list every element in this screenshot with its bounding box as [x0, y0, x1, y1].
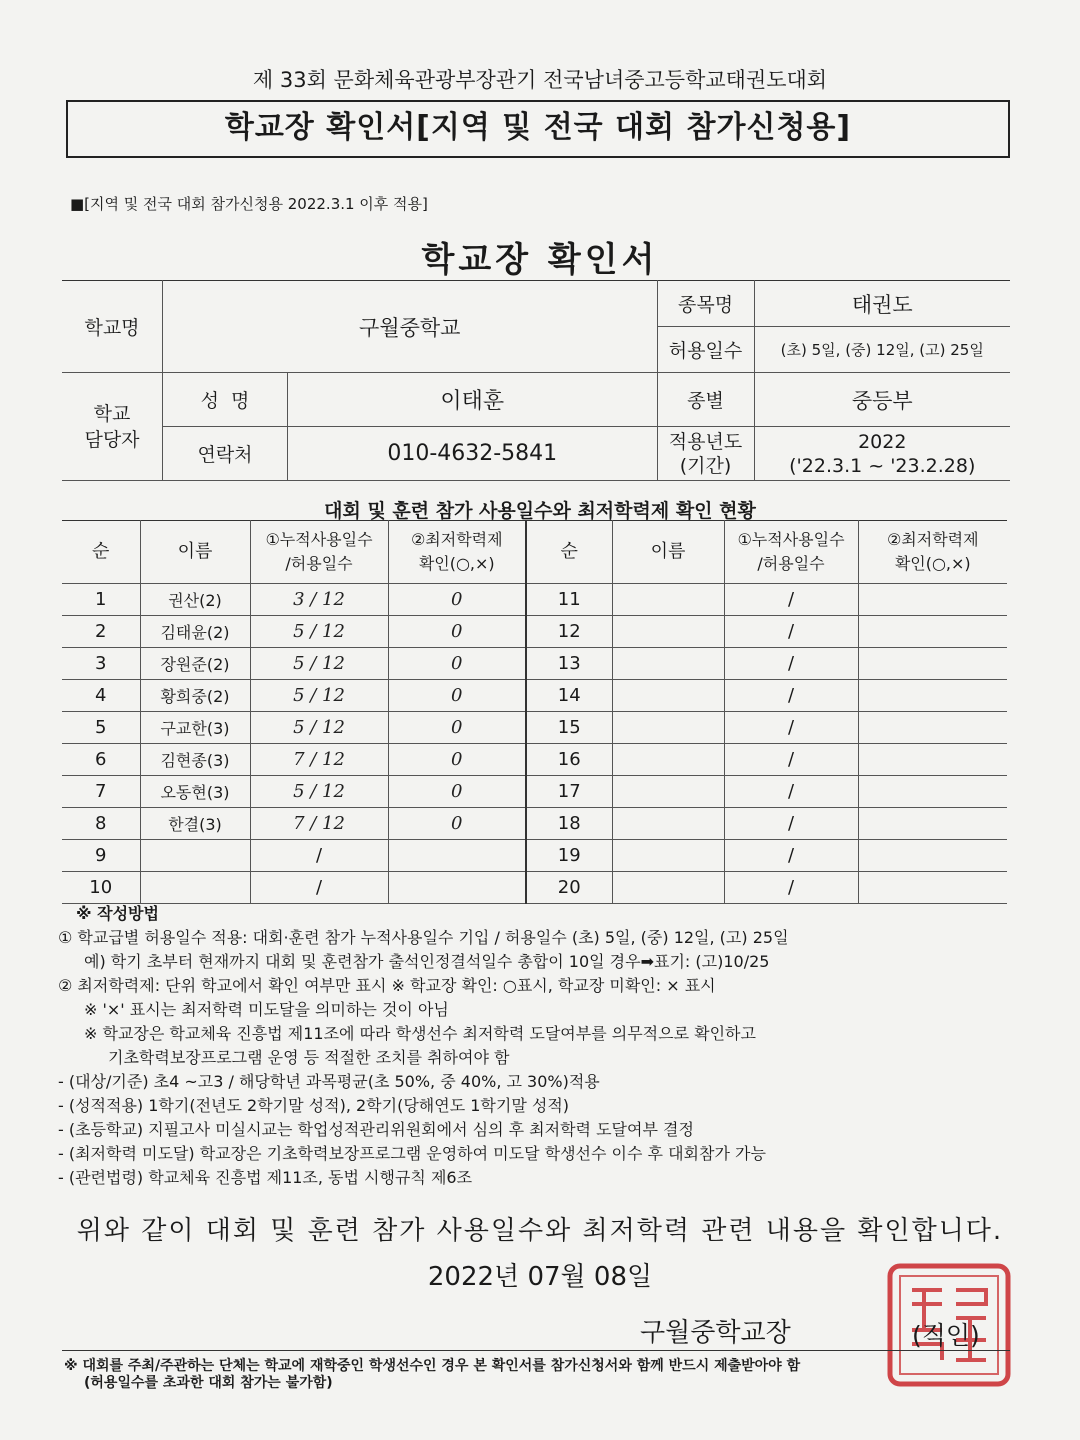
student-name — [140, 872, 250, 904]
row-number: 14 — [526, 680, 612, 712]
row-number: 5 — [62, 712, 140, 744]
division-label: 종별 — [657, 373, 754, 427]
row-number: 6 — [62, 744, 140, 776]
min-academic-check — [858, 808, 1007, 840]
min-academic-check: 0 — [388, 744, 526, 776]
header-no-2: 순 — [526, 521, 612, 584]
days-used: 3 / 12 — [250, 584, 388, 616]
confirmation-statement: 위와 같이 대회 및 훈련 참가 사용일수와 최저학력 관련 내용을 확인합니다. — [76, 1216, 1004, 1246]
row-number: 10 — [62, 872, 140, 904]
student-name — [612, 680, 724, 712]
row-number: 11 — [526, 584, 612, 616]
section-title: 대회 및 훈련 참가 사용일수와 최저학력제 확인 현황 — [324, 500, 756, 522]
min-academic-check — [858, 584, 1007, 616]
guide-heading: ※ 작성방법 — [76, 904, 159, 923]
days-used: 7 / 12 — [250, 808, 388, 840]
days-used: 7 / 12 — [250, 744, 388, 776]
row-number: 7 — [62, 776, 140, 808]
student-name: 오동현(3) — [140, 776, 250, 808]
min-academic-check: 0 — [388, 616, 526, 648]
table-row — [62, 584, 1007, 616]
min-academic-check: 0 — [388, 776, 526, 808]
footer-divider — [62, 1350, 1010, 1351]
row-number: 4 — [62, 680, 140, 712]
min-academic-check — [858, 840, 1007, 872]
guide-line-5: ※ 학교장은 학교체육 진흥법 제11조에 따라 학생선수 최저학력 도달여부를 의무적으로 확인하고 — [84, 1024, 756, 1043]
contact-label: 연락처 — [163, 427, 288, 481]
days-used: 5 / 12 — [250, 648, 388, 680]
event-title: 제 33회 문화체육관광부장관기 전국남녀중고등학교태권도대회 — [252, 68, 828, 92]
days-used: / — [250, 840, 388, 872]
allowed-days-value: (초) 5일, (중) 12일, (고) 25일 — [754, 327, 1010, 373]
footer-note-2: (허용일수를 초과한 대회 참가는 불가함) — [84, 1375, 333, 1391]
table-row — [62, 616, 1007, 648]
guide-line-3: ② 최저학력제: 단위 학교에서 확인 여부만 표시 ※ 학교장 확인: ○표시, 학교장 미확인: × 표시 — [58, 976, 716, 995]
row-number: 17 — [526, 776, 612, 808]
table-row — [62, 712, 1007, 744]
year-label: 적용년도 (기간) — [657, 427, 754, 481]
year-value: 2022 ('22.3.1 ~ '23.2.28) — [754, 427, 1010, 481]
days-used: / — [724, 744, 858, 776]
student-name: 권산(2) — [140, 584, 250, 616]
row-number: 20 — [526, 872, 612, 904]
table-row — [62, 648, 1007, 680]
min-academic-check — [858, 744, 1007, 776]
days-used: / — [724, 872, 858, 904]
student-name — [612, 840, 724, 872]
days-used: / — [724, 584, 858, 616]
table-row — [62, 776, 1007, 808]
header-name-2: 이름 — [612, 521, 724, 584]
student-name: 구교한(3) — [140, 712, 250, 744]
name-label: 성 명 — [163, 373, 288, 427]
min-academic-check: 0 — [388, 648, 526, 680]
guide-line-7: - (대상/기준) 초4 ~고3 / 해당학년 과목평균(초 50%, 중 40%, 고 30%)적용 — [58, 1072, 600, 1091]
guide-line-1: ① 학교급별 허용일수 적용: 대회·훈련 참가 누적사용일수 기입 / 허용일수 (초) 5일, (중) 12일, (고) 25일 — [58, 928, 789, 947]
row-number: 12 — [526, 616, 612, 648]
student-name: 황희중(2) — [140, 680, 250, 712]
row-number: 1 — [62, 584, 140, 616]
guide-line-6: 기초학력보장프로그램 운영 등 적절한 조치를 취하여야 함 — [108, 1048, 510, 1067]
student-name — [140, 840, 250, 872]
student-name — [612, 584, 724, 616]
days-used: / — [724, 616, 858, 648]
student-name — [612, 808, 724, 840]
apply-note: ■[지역 및 전국 대회 참가신청용 2022.3.1 이후 적용] — [70, 195, 428, 213]
footer-note-1: ※ 대회를 주최/주관하는 단체는 학교에 재학중인 학생선수인 경우 본 확인서를 참가신청서와 함께 반드시 제출받아야 함 — [64, 1358, 801, 1374]
boxed-title — [66, 100, 1010, 158]
student-name: 한결(3) — [140, 808, 250, 840]
division-value: 중등부 — [754, 373, 1010, 427]
boxed-title-text: 학교장 확인서[지역 및 전국 대회 참가신청용] — [224, 110, 852, 145]
days-used: / — [724, 712, 858, 744]
school-value: 구월중학교 — [163, 281, 658, 373]
min-academic-check — [858, 872, 1007, 904]
row-number: 19 — [526, 840, 612, 872]
document-title: 학교장 확인서 — [421, 240, 659, 280]
header-min-academic-2: ②최저학력제 확인(○,×) — [858, 521, 1007, 584]
student-name: 김현종(3) — [140, 744, 250, 776]
days-used: / — [724, 680, 858, 712]
student-name — [612, 776, 724, 808]
header-no: 순 — [62, 521, 140, 584]
min-academic-check — [858, 648, 1007, 680]
student-name: 김태윤(2) — [140, 616, 250, 648]
name-value: 이태훈 — [288, 373, 658, 427]
guide-line-10: - (최저학력 미도달) 학교장은 기초학력보장프로그램 운영하여 미도달 학생선수 이수 후 대회참가 가능 — [58, 1144, 766, 1163]
student-name — [612, 616, 724, 648]
header-min-academic: ②최저학력제 확인(○,×) — [388, 521, 526, 584]
sport-value: 태권도 — [754, 281, 1010, 327]
min-academic-check: 0 — [388, 712, 526, 744]
row-number: 15 — [526, 712, 612, 744]
days-used: / — [724, 648, 858, 680]
allowed-days-label: 허용일수 — [657, 327, 754, 373]
row-number: 18 — [526, 808, 612, 840]
days-used: / — [724, 776, 858, 808]
header-days: ①누적사용일수 /허용일수 — [250, 521, 388, 584]
min-academic-check — [858, 712, 1007, 744]
min-academic-check: 0 — [388, 808, 526, 840]
min-academic-check — [858, 776, 1007, 808]
row-number: 13 — [526, 648, 612, 680]
student-name — [612, 744, 724, 776]
row-number: 16 — [526, 744, 612, 776]
guide-line-2: 예) 학기 초부터 현재까지 대회 및 훈련참가 출석인정결석일수 총합이 10일 경우➡표기: (고)10/25 — [84, 952, 770, 971]
seal-label: (직인) — [912, 1321, 980, 1350]
info-table — [62, 280, 1010, 481]
guide-line-8: - (성적적용) 1학기(전년도 2학기말 성적), 2학기(당해연도 1학기말 성적) — [58, 1096, 570, 1115]
sport-label: 종목명 — [657, 281, 754, 327]
guide-line-9: - (초등학교) 지필고사 미실시교는 학업성적관리위원회에서 심의 후 최저학력 도달여부 결정 — [58, 1120, 694, 1139]
min-academic-check: 0 — [388, 680, 526, 712]
student-name — [612, 648, 724, 680]
table-row — [62, 840, 1007, 872]
days-used: / — [724, 808, 858, 840]
roster-table — [62, 520, 1007, 904]
header-days-2: ①누적사용일수 /허용일수 — [724, 521, 858, 584]
min-academic-check — [858, 616, 1007, 648]
days-used: 5 / 12 — [250, 776, 388, 808]
days-used: / — [250, 872, 388, 904]
min-academic-check — [388, 872, 526, 904]
row-number: 9 — [62, 840, 140, 872]
row-number: 3 — [62, 648, 140, 680]
table-row — [62, 872, 1007, 904]
roster-body — [62, 584, 1007, 904]
row-number: 8 — [62, 808, 140, 840]
min-academic-check: 0 — [388, 584, 526, 616]
days-used: / — [724, 840, 858, 872]
student-name — [612, 872, 724, 904]
guide-line-4: ※ '×' 표시는 최저학력 미도달을 의미하는 것이 아님 — [84, 1000, 449, 1019]
school-label: 학교명 — [62, 281, 163, 373]
days-used: 5 / 12 — [250, 616, 388, 648]
contact-value: 010-4632-5841 — [288, 427, 658, 481]
table-row — [62, 680, 1007, 712]
table-row — [62, 744, 1007, 776]
min-academic-check — [388, 840, 526, 872]
days-used: 5 / 12 — [250, 680, 388, 712]
min-academic-check — [858, 680, 1007, 712]
principal-signature: 구월중학교장 — [640, 1318, 791, 1348]
student-name — [612, 712, 724, 744]
header-name: 이름 — [140, 521, 250, 584]
guide-line-11: - (관련법령) 학교체육 진흥법 제11조, 동법 시행규칙 제6조 — [58, 1168, 473, 1187]
student-name: 장원준(2) — [140, 648, 250, 680]
issue-date: 2022년 07월 08일 — [427, 1262, 653, 1292]
writing-guide — [58, 902, 1018, 1190]
row-number: 2 — [62, 616, 140, 648]
table-row — [62, 808, 1007, 840]
manager-label: 학교 담당자 — [62, 373, 163, 481]
days-used: 5 / 12 — [250, 712, 388, 744]
